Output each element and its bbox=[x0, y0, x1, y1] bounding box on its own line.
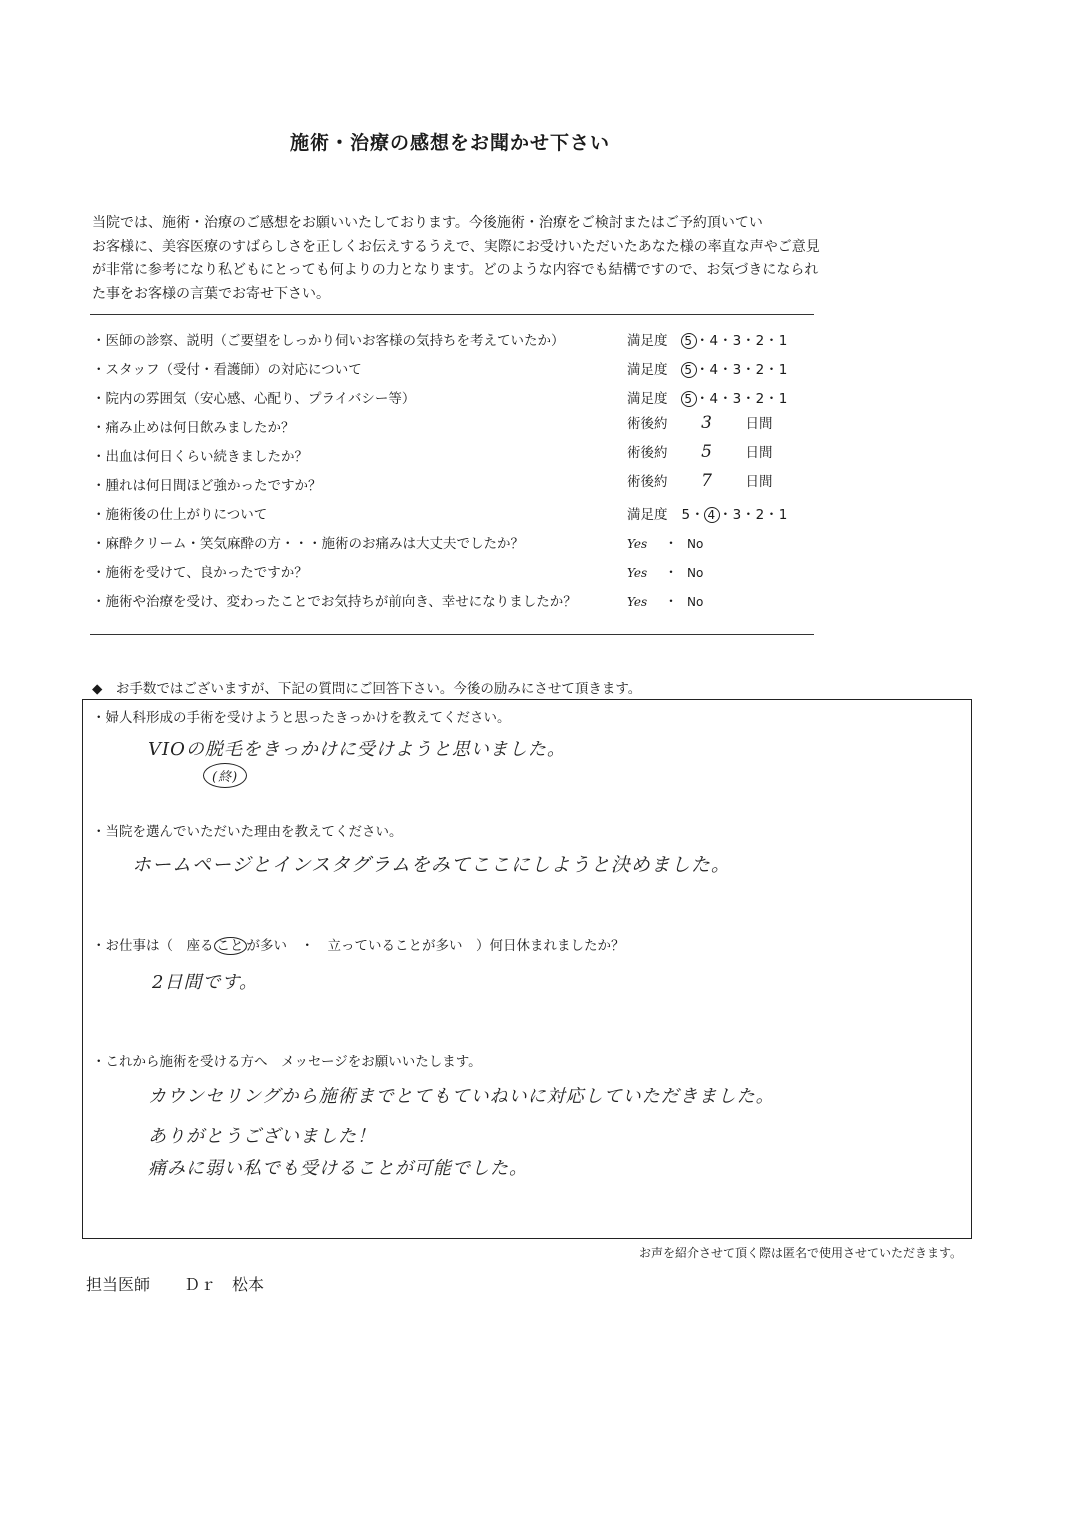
doctor-name: Ｄｒ 松本 bbox=[184, 1275, 265, 1294]
question-painkiller-days: 術後約 3 日間 bbox=[627, 413, 773, 433]
handwritten-message-line-2: ありがとうございました！ bbox=[148, 1126, 376, 1147]
question-satisfied-yesno: Yes ・ No bbox=[627, 565, 704, 581]
circled-yes: Yes bbox=[627, 566, 648, 580]
handwritten-message-line-1: カウンセリングから施術までとてもていねいに対応していただきました。 bbox=[148, 1086, 775, 1107]
handwritten-note: (終) bbox=[203, 763, 247, 788]
handwritten-days: 7 bbox=[701, 471, 712, 491]
question-result-rating: 満足度 5・ 4 ・3・2・1 bbox=[627, 507, 788, 523]
question-staff-rating: 満足度 5 ・4・3・2・1 bbox=[627, 362, 788, 378]
circled-rating: 5 bbox=[681, 333, 697, 349]
handwritten-message-line-3: 痛みに弱い私でも受けることが可能でした。 bbox=[148, 1158, 528, 1179]
circled-rating: 5 bbox=[681, 362, 697, 378]
box-question-work: ・お仕事は（ 座る こと が多い ・ 立っていることが多い ）何日休まれましたか？ bbox=[92, 938, 625, 954]
question-swelling-days: 術後約 7 日間 bbox=[627, 471, 773, 491]
circled-rating: 5 bbox=[681, 391, 697, 407]
circled-option: こと bbox=[214, 937, 247, 955]
section-heading: ◆ お手数ではございますが、下記の質問にご回答下さい。今後の励みにさせて頂きます。 bbox=[92, 681, 642, 697]
handwritten-answer-reason: VIOの脱毛をきっかけに受けようと思いました。 bbox=[148, 739, 566, 760]
question-anesthesia-label: ・麻酔クリーム・笑気麻酔の方・・・施術のお痛みは大丈夫でしたか？ bbox=[92, 536, 524, 552]
anonymity-note: お声を紹介させて頂く際は匿名で使用させていただきます。 bbox=[638, 1246, 962, 1260]
question-staff-label: ・スタッフ（受付・看護師）の対応について bbox=[92, 362, 362, 378]
question-atmosphere-label: ・院内の雰囲気（安心感、心配り、プライバシー等） bbox=[92, 391, 416, 407]
top-divider bbox=[90, 314, 814, 315]
handwritten-answer-clinic: ホームページとインスタグラムをみてここにしようと決めました。 bbox=[132, 854, 731, 876]
attending-doctor bbox=[86, 1272, 264, 1295]
question-swelling-label: ・腫れは何日間ほど強かったですか？ bbox=[92, 478, 322, 494]
circled-yes: Yes bbox=[627, 595, 648, 609]
bottom-divider bbox=[90, 634, 814, 635]
page-title: 施術・治療の感想をお聞かせ下さい bbox=[289, 132, 610, 154]
handwritten-days: 5 bbox=[701, 442, 712, 462]
question-doctor-rating: 満足度 5 ・4・3・2・1 bbox=[627, 333, 788, 349]
handwritten-days: 3 bbox=[701, 413, 712, 433]
question-bleeding-label: ・出血は何日くらい続きましたか？ bbox=[92, 449, 308, 465]
box-question-reason: ・婦人科形成の手術を受けようと思ったきっかけを教えてください。 bbox=[92, 710, 511, 726]
question-bleeding-days: 術後約 5 日間 bbox=[627, 442, 773, 462]
doctor-label: 担当医師 bbox=[86, 1275, 151, 1294]
box-question-message: ・これから施術を受ける方へ メッセージをお願いいたします。 bbox=[92, 1054, 482, 1070]
question-result-label: ・施術後の仕上がりについて bbox=[92, 507, 268, 523]
question-anesthesia-yesno: Yes ・ No bbox=[627, 536, 704, 552]
circled-yes: Yes bbox=[627, 537, 648, 551]
circled-rating: 4 bbox=[704, 507, 720, 523]
question-satisfied-label: ・施術を受けて、良かったですか？ bbox=[92, 565, 308, 581]
intro-text: 当院では、施術・治療のご感想をお願いいたしております。今後施術・治療をご検討またはご予約頂いてい お客様に、美容医療のすばらしさを正しくお伝えするうえで、実際にお受けいただいたあなた様の率直な声やご意見 が非常に参考になり私どもにとっても何よりの力となります。どのような内容でも結構ですので、お気づきになられ た事をお客様の言葉でお寄せ下さい。 bbox=[92, 215, 820, 302]
question-positive-yesno: Yes ・ No bbox=[627, 594, 704, 610]
handwritten-answer-work: 2日間です。 bbox=[152, 972, 259, 993]
question-atmosphere-rating: 満足度 5 ・4・3・2・1 bbox=[627, 391, 788, 407]
question-doctor-label: ・医師の診察、説明（ご要望をしっかり伺いお客様の気持ちを考えていたか） bbox=[92, 333, 565, 349]
question-painkiller-label: ・痛み止めは何日飲みましたか？ bbox=[92, 420, 295, 436]
box-question-clinic: ・当院を選んでいただいた理由を教えてください。 bbox=[92, 824, 403, 840]
question-positive-label: ・施術や治療を受け、変わったことでお気持ちが前向き、幸せになりましたか？ bbox=[92, 594, 577, 610]
